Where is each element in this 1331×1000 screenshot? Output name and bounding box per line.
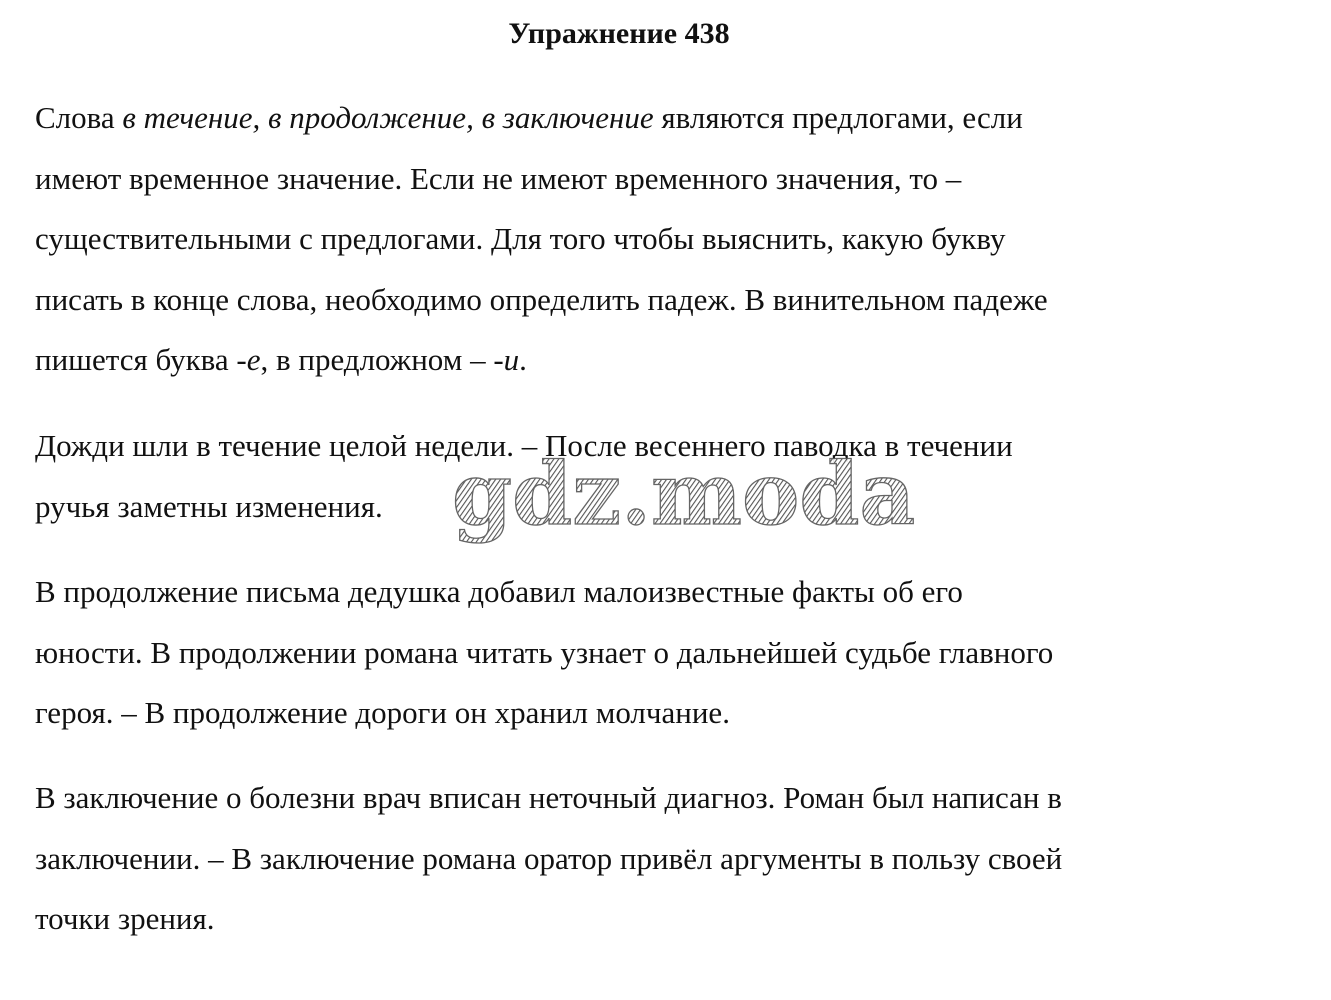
text-line: героя. – В продолжение дороги он хранил молчание.	[35, 695, 730, 730]
text-line: заключении. – В заключение романа оратор привёл аргументы в пользу своей	[35, 840, 1063, 876]
watermark-logo	[450, 444, 916, 556]
page-title: Упражнение 438	[508, 17, 730, 50]
text-line: В продолжение письма дедушка добавил малоизвестные факты об его	[35, 574, 963, 609]
text-line: ручья заметны изменения.	[35, 488, 383, 524]
text-line: В заключение о болезни врач вписан неточный диагноз. Роман был написан в	[35, 780, 1062, 815]
text-line: имеют временное значение. Если не имеют временного значения, то –	[35, 160, 962, 196]
italic-letter: е	[246, 342, 261, 377]
text-run: , в предложном – -	[260, 342, 504, 377]
watermark-text: gdz.moda	[452, 444, 916, 545]
text-line: Дожди шли в течение целой недели. – После весеннего паводка в течении	[35, 428, 1013, 463]
paragraph-example-2	[35, 562, 1235, 744]
italic-term: в течение, в продолжение, в заключение	[122, 100, 654, 135]
italic-letter: и	[503, 342, 520, 377]
text-run: Слова	[35, 100, 123, 135]
text-line: существительными с предлогами. Для того чтобы выяснить, какую букву	[35, 221, 1006, 256]
text-line: точки зрения.	[35, 901, 215, 936]
paragraph-example-3	[35, 768, 1235, 950]
paragraph-rule	[35, 88, 1235, 391]
text-run: пишется буква -	[35, 342, 247, 377]
text-run: .	[519, 342, 527, 377]
text-line: юности. В продолжении романа читать узнает о дальнейшей судьбе главного	[35, 634, 1054, 670]
text-run: являются предлогами, если	[653, 100, 1023, 135]
text-line: писать в конце слова, необходимо определить падеж. В винительном падеже	[35, 281, 1048, 317]
